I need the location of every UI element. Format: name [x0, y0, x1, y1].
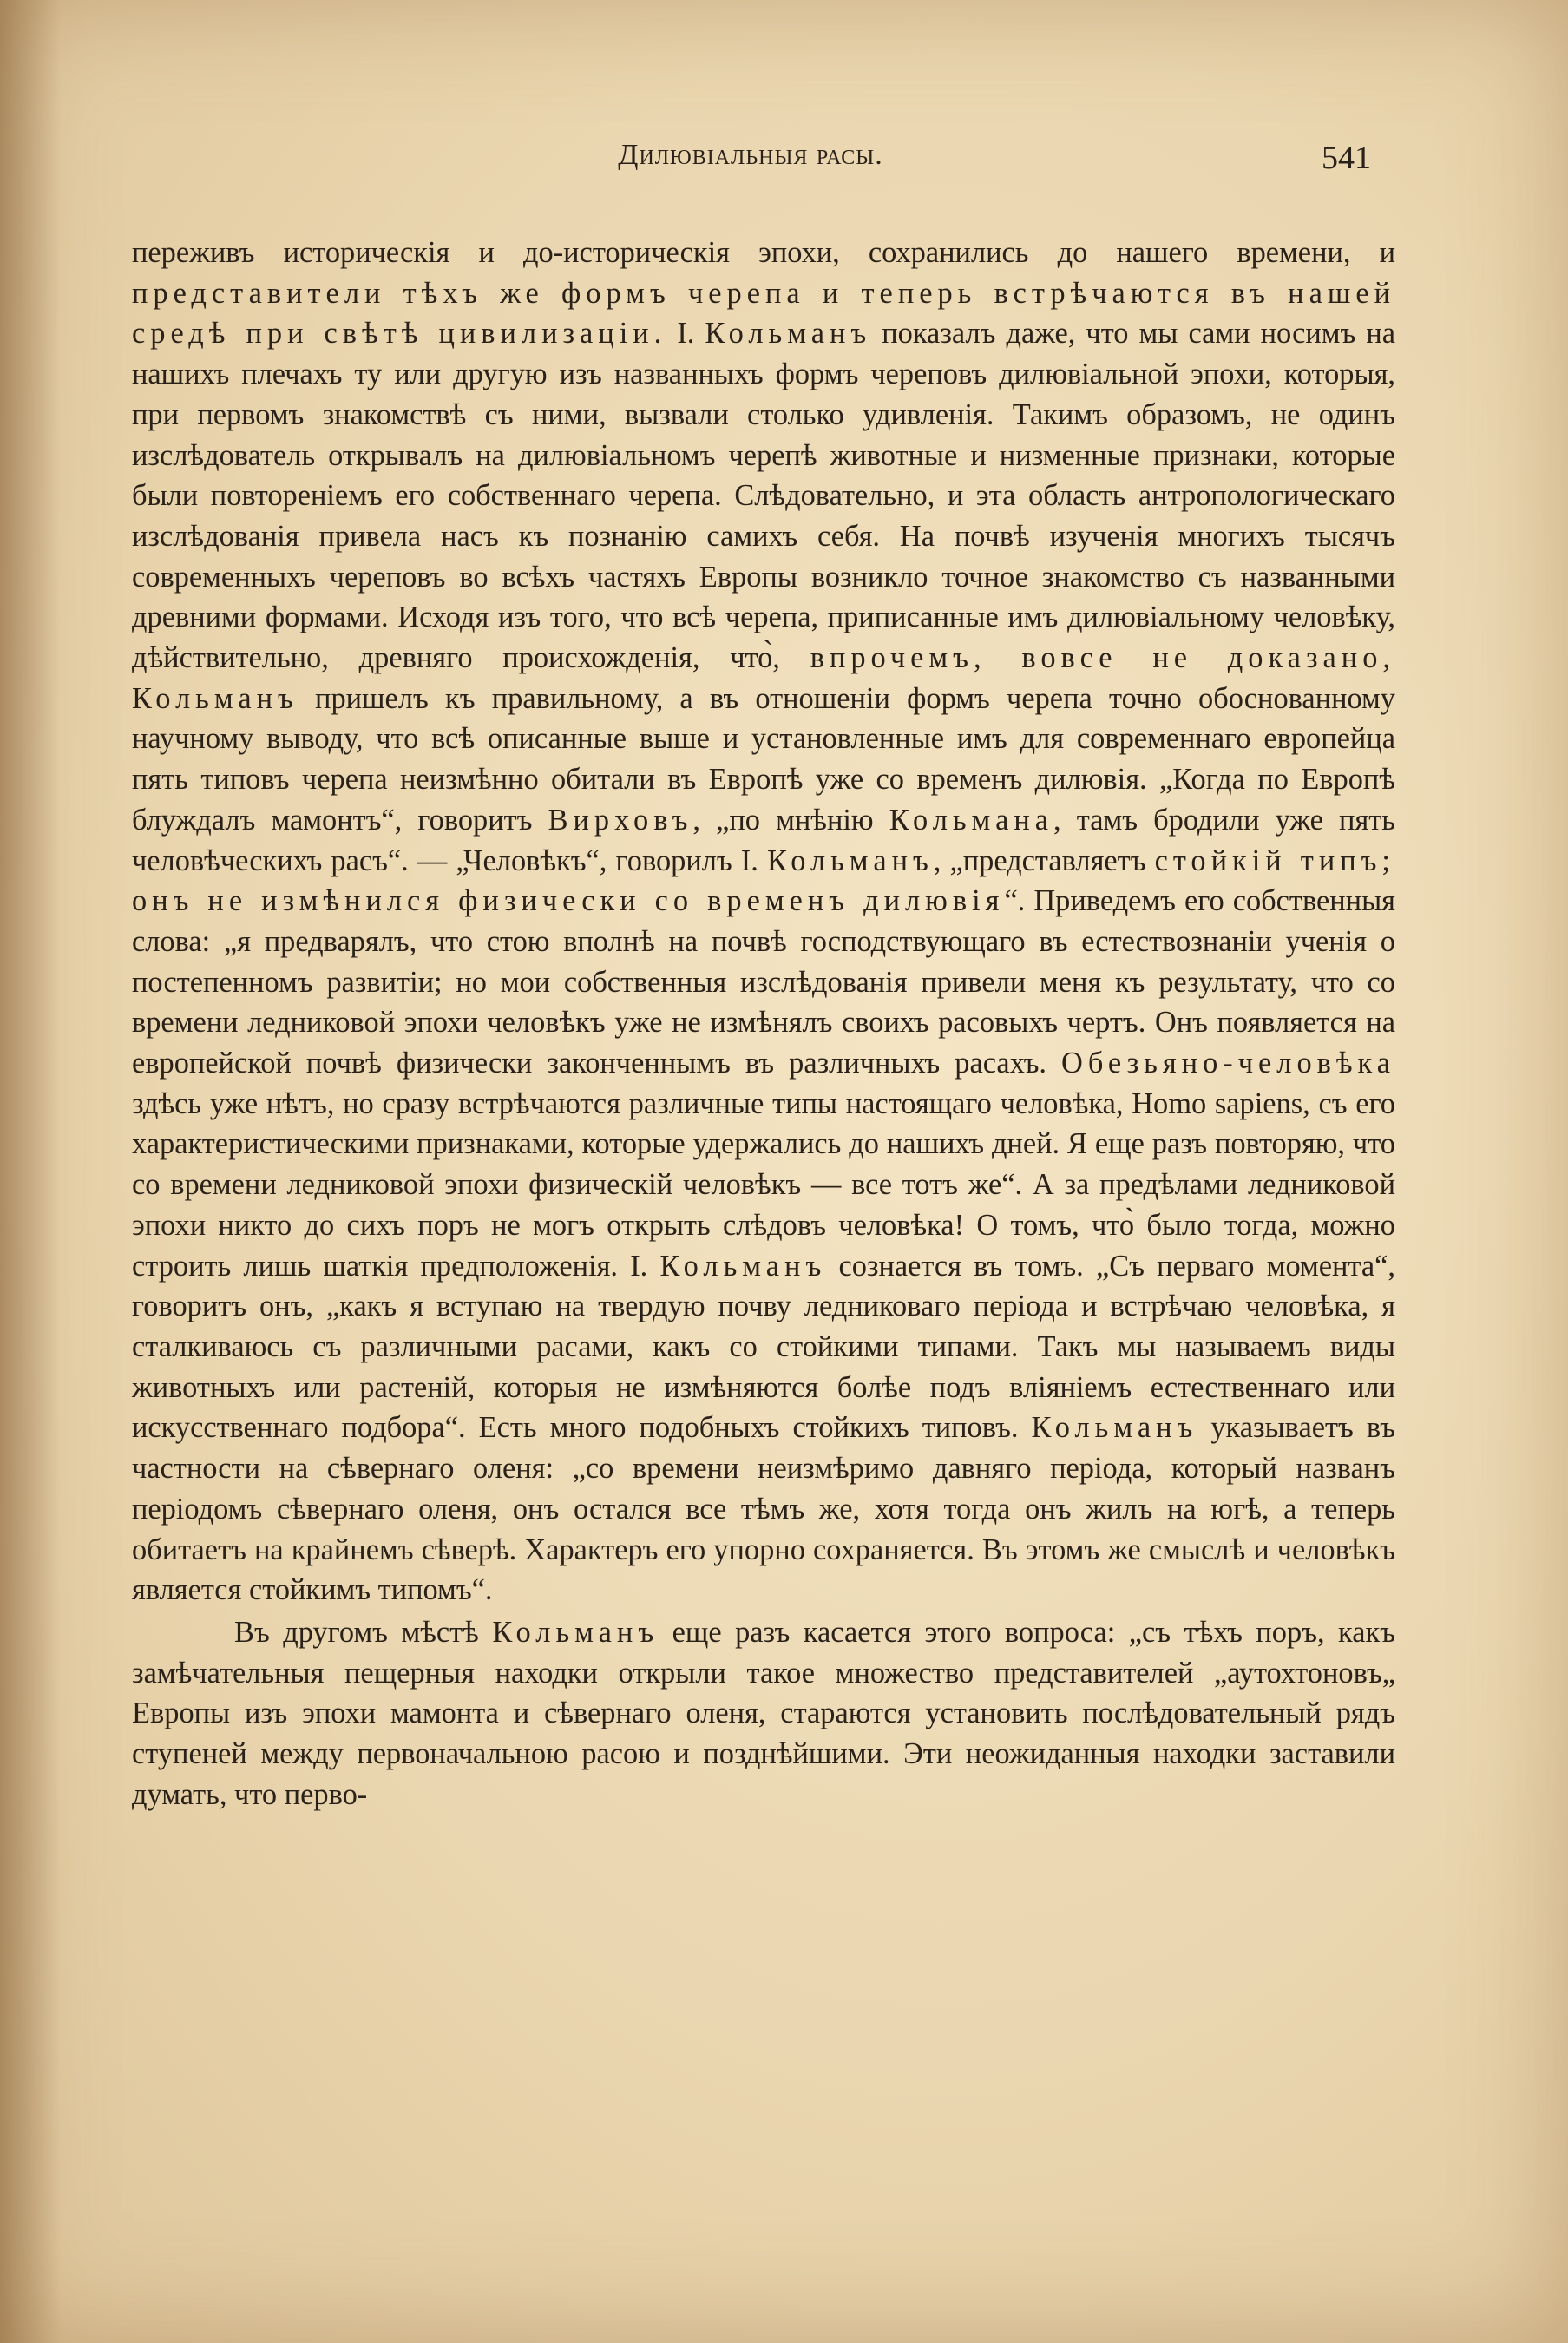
- spaced-emphasis-text: Кольманъ: [705, 317, 872, 351]
- text-segment: , „по мнѣнiю: [692, 803, 889, 837]
- text-segment: указываетъ въ частности на сѣвернаго оленя: „со времени неизмѣримо давняго перiода, который названъ перiодомъ сѣвернаго оленя, онъ остался все тѣмъ же, хотя тогда онъ жилъ на югѣ, а теперь обитаетъ на крайнемъ сѣверѣ. Характеръ его упорно сохраняется. Въ этомъ же смыслѣ и человѣкъ является стойкимъ типомъ“.: [132, 1411, 1395, 1607]
- text-segment: показалъ даже, что мы сами носимъ на нашихъ плечахъ ту или другую изъ названныхъ формъ череповъ дилювiальной эпохи, которыя, при первомъ знакомствѣ съ ними, вызвали столько удивленiя. Такимъ образомъ, не одинъ изслѣдователь открывалъ на дилювiальномъ черепѣ животные и низменные признаки, которые были повторенiемъ его собственнаго черепа. Слѣдовательно, и эта область антропологическаго изслѣдованiя привела насъ къ познанiю самихъ себя. На почвѣ изученiя многихъ тысячъ современныхъ череповъ во всѣхъ частяхъ Европы возникло точное знакомство съ названными древними формами. Исходя изъ того, что всѣ черепа, приписанные имъ дилювiальному человѣку, дѣйствительно, древняго происхожденiя, что̀,: [132, 317, 1395, 675]
- paragraph: [132, 1612, 1395, 1815]
- text-segment: еще разъ касается этого вопроса: „съ тѣхъ поръ, какъ замѣчательныя пещерныя находки открыли такое множество представителей „аутохтоновъ„ Европы изъ эпохи мамонта и сѣвернаго оленя, стараются установить послѣдовательный рядъ ступеней между первоначальною расою и позднѣйшими. Эти неожиданныя находки заставили думать, что перво-: [132, 1615, 1395, 1811]
- spaced-emphasis-text: Кольманъ: [659, 1249, 827, 1283]
- text-segment: переживъ историческiя и до-историческiя эпохи, сохранились до нашего времени, и: [132, 236, 1395, 269]
- paragraph: [132, 233, 1395, 1611]
- spaced-emphasis-text: Кольмана: [889, 803, 1054, 837]
- text-segment: I.: [666, 317, 705, 351]
- spaced-emphasis-text: Вирховъ: [548, 803, 693, 837]
- running-title: Дилювiальныя расы.: [618, 139, 883, 171]
- spaced-emphasis-text: стойкiй типъ; онъ не измѣнился физически со временъ дилювiя: [132, 843, 1395, 918]
- spaced-emphasis-text: Кольманъ: [1031, 1411, 1198, 1445]
- text-segment: Въ другомъ мѣстѣ: [234, 1615, 493, 1649]
- text-segment: , тамъ бродили уже пять человѣческихъ расъ“. — „Человѣкъ“, говорилъ I.: [132, 803, 1395, 877]
- text-segment: пришелъ къ правильному, а въ отношенiи формъ черепа точно обоснованному научному выводу, что всѣ описанные выше и установленные имъ для современнаго европейца пять типовъ черепа неизмѣнно обитали въ Европѣ уже со временъ дилювiя. „Когда по Европѣ блуждалъ мамонтъ“, говоритъ: [132, 681, 1395, 837]
- page-number: 541: [1322, 140, 1371, 176]
- text-segment: сознается въ томъ. „Съ перваго момента“, говоритъ онъ, „какъ я вступаю на твердую почву ледниковаго перiода и встрѣчаю человѣка, я сталкиваюсь съ различными расами, какъ со стойкими типами. Такъ мы называемъ виды животныхъ или растенiй, которыя не измѣняются болѣе подъ влiянiемъ естественнаго или искусственнаго подбора“. Есть много подобныхъ стойкихъ типовъ.: [132, 1249, 1396, 1445]
- spaced-emphasis-text: Обезьяно-человѣка: [1061, 1047, 1395, 1080]
- spaced-emphasis-text: Кольманъ: [492, 1615, 659, 1649]
- spaced-emphasis-text: представители тѣхъ же формъ черепа и теперь встрѣчаются въ нашей средѣ при свѣтѣ цивилизацiи.: [132, 276, 1395, 351]
- text-segment: “. Приведемъ его собственныя слова: „я предварялъ, что стою вполнѣ на почвѣ господствующаго въ естествознанiи ученiя о постепенномъ развитiи; но мои собственныя изслѣдованiя привели меня къ результату, что со времени ледниковой эпохи человѣкъ уже не измѣнялъ своихъ расовыхъ чертъ. Онъ появляется на европейской почвѣ физически законченнымъ въ различныхъ расахъ.: [132, 884, 1395, 1080]
- body-text: [132, 233, 1395, 1815]
- text-segment: здѣсь уже нѣтъ, но сразу встрѣчаются различные типы настоящаго человѣка, Homo sapiens, съ его характеристическими признаками, которые удержались до нашихъ дней. Я еще разъ повторяю, что со времени ледниковой эпохи физическiй человѣкъ — все тотъ же“. А за предѣлами ледниковой эпохи никто до сихъ поръ не могъ открыть слѣдовъ человѣка! О томъ, что̀ было тогда, можно строить лишь шаткiя предположенiя. I.: [132, 1086, 1395, 1283]
- text-segment: , „представляетъ: [933, 843, 1155, 877]
- spaced-emphasis-text: впрочемъ, вовсе не доказано, Кольманъ: [132, 641, 1395, 715]
- spaced-emphasis-text: Кольманъ: [766, 843, 934, 877]
- running-header: [130, 139, 1371, 182]
